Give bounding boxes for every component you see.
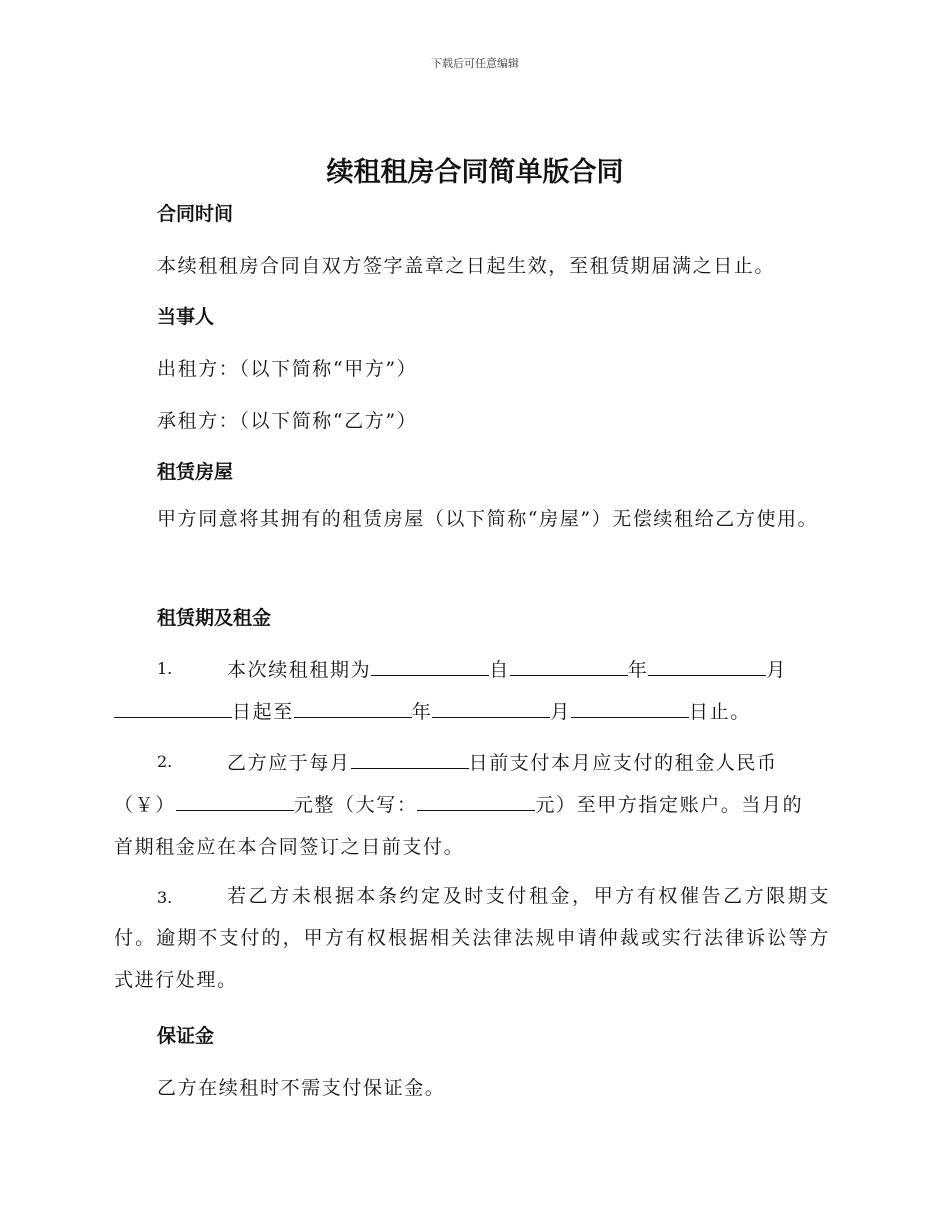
item-number-3: 3.: [157, 888, 173, 907]
item-1-text-f: 年: [411, 701, 433, 723]
item-2-line-2: [114, 790, 803, 817]
blank-field[interactable]: [176, 792, 294, 811]
item-1-text-c: 年: [627, 659, 649, 681]
blank-field[interactable]: [510, 657, 628, 676]
item-2-text-b: 日前支付本月应支付的租金人民币: [468, 752, 778, 774]
blank-field[interactable]: [294, 699, 412, 718]
lessor-line: 出租方：（以下简称“甲方”）: [157, 358, 418, 380]
section-heading-term: 租赁期及租金: [157, 607, 272, 629]
item-2-line-3: 首期租金应在本合同签订之日前支付。: [114, 836, 465, 858]
item-number-2: 2.: [157, 752, 173, 771]
header-note: 下载后可任意编辑: [431, 57, 519, 70]
item-2-text-c: （￥）: [114, 794, 176, 816]
section-heading-time: 合同时间: [157, 203, 234, 225]
item-1-text-g: 月: [550, 701, 572, 723]
blank-field[interactable]: [417, 792, 535, 811]
section-heading-house: 租赁房屋: [157, 461, 234, 483]
item-1-text-b: 自: [489, 659, 510, 681]
item-2-text-a: 乙方应于每月: [227, 752, 351, 774]
item-1-text-a: 本次续租租期为: [227, 659, 372, 681]
item-1-text-e: 日起至: [232, 701, 294, 723]
blank-field[interactable]: [432, 699, 550, 718]
deposit-paragraph: 乙方在续租时不需支付保证金。: [157, 1077, 446, 1099]
blank-field[interactable]: [571, 699, 689, 718]
item-1-line-1: [227, 655, 787, 682]
house-paragraph: 甲方同意将其拥有的租赁房屋（以下简称“房屋”）无偿续租给乙方使用。: [157, 508, 819, 530]
lessee-line: 承租方：（以下简称“乙方”）: [157, 410, 418, 432]
time-paragraph: 本续租租房合同自双方签字盖章之日起生效，至租赁期届满之日止。: [157, 255, 776, 277]
item-1-text-d: 月: [766, 659, 788, 681]
section-heading-deposit: 保证金: [157, 1025, 215, 1047]
item-3-paragraph: 若乙方未根据本条约定及时支付租金，甲方有权催告乙方限期支付。逾期不支付的，甲方有权根据相关法律法规申请仲裁或实行法律诉讼等方式进行处理。: [114, 885, 830, 991]
item-1-text-h: 日止。: [689, 701, 751, 723]
document-title: 续租租房合同简单版合同: [326, 157, 624, 188]
item-2-line-1: [227, 748, 778, 775]
blank-field[interactable]: [351, 750, 469, 769]
section-heading-parties: 当事人: [157, 306, 215, 328]
item-1-line-2: [114, 697, 751, 724]
blank-field[interactable]: [371, 657, 489, 676]
item-2-text-e: 元）至甲方指定账户。当月的: [535, 794, 804, 816]
blank-field[interactable]: [648, 657, 766, 676]
blank-field[interactable]: [114, 699, 232, 718]
item-number-1: 1.: [157, 659, 173, 678]
item-2-text-d: 元整（大写：: [293, 794, 418, 816]
